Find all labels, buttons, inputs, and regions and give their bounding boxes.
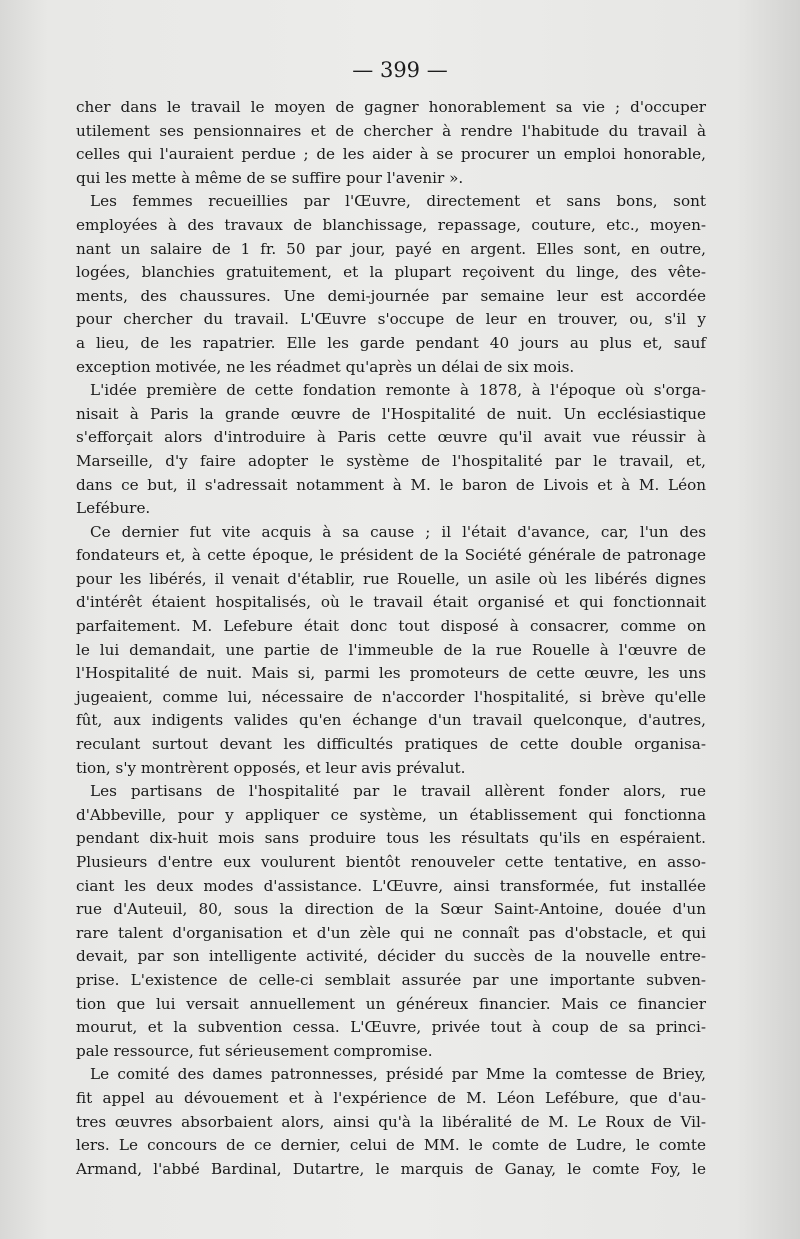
text-line: s'efforçait alors d'introduire à Paris cette œuvre qu'il avait vue réussir à: [76, 428, 706, 447]
text-line: nisait à Paris la grande œuvre de l'Hospitalité de nuit. Un ecclésiastique: [76, 404, 706, 423]
paragraph: [76, 96, 706, 190]
paragraph: [76, 780, 706, 1063]
text-line: fût, aux indigents valides qu'en échange d'un travail quelconque, d'autres,: [76, 711, 706, 730]
body-text: [76, 96, 706, 1181]
text-line: tion que lui versait annuellement un généreux financier. Mais ce financier: [76, 994, 706, 1013]
text-line: parfaitement. M. Lefebure était donc tout disposé à consacrer, comme on: [76, 617, 706, 636]
text-line: fondateurs et, à cette époque, le président de la Société générale de patronage: [76, 546, 706, 565]
text-line: tres œuvres absorbaient alors, ainsi qu'à la libéralité de M. Le Roux de Vil-: [76, 1112, 706, 1131]
text-line: mourut, et la subvention cessa. L'Œuvre, privée tout à coup de sa princi-: [76, 1018, 706, 1037]
text-line: d'intérêt étaient hospitalisés, où le travail était organisé et qui fonctionnait: [76, 593, 706, 612]
text-line: L'idée première de cette fondation remonte à 1878, à l'époque où s'orga-: [90, 381, 706, 400]
text-line: celles qui l'auraient perdue ; de les aider à se procurer un emploi honorable,: [76, 145, 706, 164]
text-line: devait, par son intelligente activité, décider du succès de la nouvelle entre-: [76, 947, 706, 966]
text-line: fit appel au dévouement et à l'expérience de M. Léon Lefébure, que d'au-: [76, 1088, 706, 1107]
text-line: rue d'Auteuil, 80, sous la direction de la Sœur Saint-Antoine, douée d'un: [76, 900, 706, 919]
text-line: pour les libérés, il venait d'établir, rue Rouelle, un asile où les libérés dignes: [76, 569, 706, 588]
text-line: prise. L'existence de celle-ci semblait assurée par une importante subven-: [76, 970, 706, 989]
text-line: ments, des chaussures. Une demi-journée par semaine leur est accordée: [76, 286, 706, 305]
text-line: Le comité des dames patronnesses, présidé par Mme la comtesse de Briey,: [90, 1065, 706, 1084]
text-line: pale ressource, fut sérieusement compromise.: [76, 1041, 433, 1060]
text-line: rare talent d'organisation et d'un zèle qui ne connaît pas d'obstacle, et qui: [76, 923, 706, 942]
text-line: logées, blanchies gratuitement, et la plupart reçoivent du linge, des vête-: [76, 263, 706, 282]
text-line: cher dans le travail le moyen de gagner honorablement sa vie ; d'occuper: [76, 98, 706, 116]
text-line: pendant dix-huit mois sans produire tous les résultats qu'ils en espéraient.: [76, 829, 706, 848]
text-line: Les femmes recueillies par l'Œuvre, directement et sans bons, sont: [90, 192, 706, 211]
text-line: pour chercher du travail. L'Œuvre s'occupe de leur en trouver, ou, s'il y: [76, 310, 706, 329]
text-line: dans ce but, il s'adressait notamment à M. le baron de Livois et à M. Léon: [76, 475, 706, 494]
text-line: a lieu, de les rapatrier. Elle les garde pendant 40 jours au plus et, sauf: [76, 333, 706, 352]
text-line: jugeaient, comme lui, nécessaire de n'accorder l'hospitalité, si brève qu'elle: [76, 687, 706, 706]
text-line: Armand, l'abbé Bardinal, Dutartre, le marquis de Ganay, le comte Foy, le: [76, 1159, 706, 1178]
text-line: Marseille, d'y faire adopter le système de l'hospitalité par le travail, et,: [76, 451, 706, 470]
text-line: l'Hospitalité de nuit. Mais si, parmi les promoteurs de cette œuvre, les uns: [76, 664, 706, 683]
paragraph: [76, 379, 706, 521]
text-line: Lefébure.: [76, 499, 151, 518]
text-line: employées à des travaux de blanchissage, repassage, couture, etc., moyen-: [76, 215, 706, 234]
text-line: qui les mette à même de se suffire pour l'avenir ».: [76, 168, 464, 187]
text-line: nant un salaire de 1 fr. 50 par jour, payé en argent. Elles sont, en outre,: [76, 239, 706, 258]
text-line: ciant les deux modes d'assistance. L'Œuvre, ainsi transformée, fut installée: [76, 876, 706, 895]
text-line: utilement ses pensionnaires et de chercher à rendre l'habitude du travail à: [76, 121, 706, 140]
paragraph: [76, 1063, 706, 1181]
text-line: d'Abbeville, pour y appliquer ce système, un établissement qui fonctionna: [76, 805, 706, 824]
text-line: le lui demandait, une partie de l'immeuble de la rue Rouelle à l'œuvre de: [76, 640, 706, 659]
text-line: Les partisans de l'hospitalité par le travail allèrent fonder alors, rue: [90, 782, 706, 801]
paragraph: [76, 190, 706, 379]
page-number: — 399 —: [352, 58, 448, 82]
text-line: Plusieurs d'entre eux voulurent bientôt renouveler cette tentative, en asso-: [76, 853, 706, 871]
text-line: lers. Le concours de ce dernier, celui de MM. le comte de Ludre, le comte: [76, 1136, 706, 1155]
text-line: Ce dernier fut vite acquis à sa cause ; il l'était d'avance, car, l'un des: [90, 522, 706, 541]
text-line: reculant surtout devant les difficultés pratiques de cette double organisa-: [76, 735, 706, 754]
text-line: exception motivée, ne les réadmet qu'après un délai de six mois.: [76, 357, 575, 376]
paragraph: [76, 521, 706, 781]
text-line: tion, s'y montrèrent opposés, et leur avis prévalut.: [76, 758, 466, 777]
